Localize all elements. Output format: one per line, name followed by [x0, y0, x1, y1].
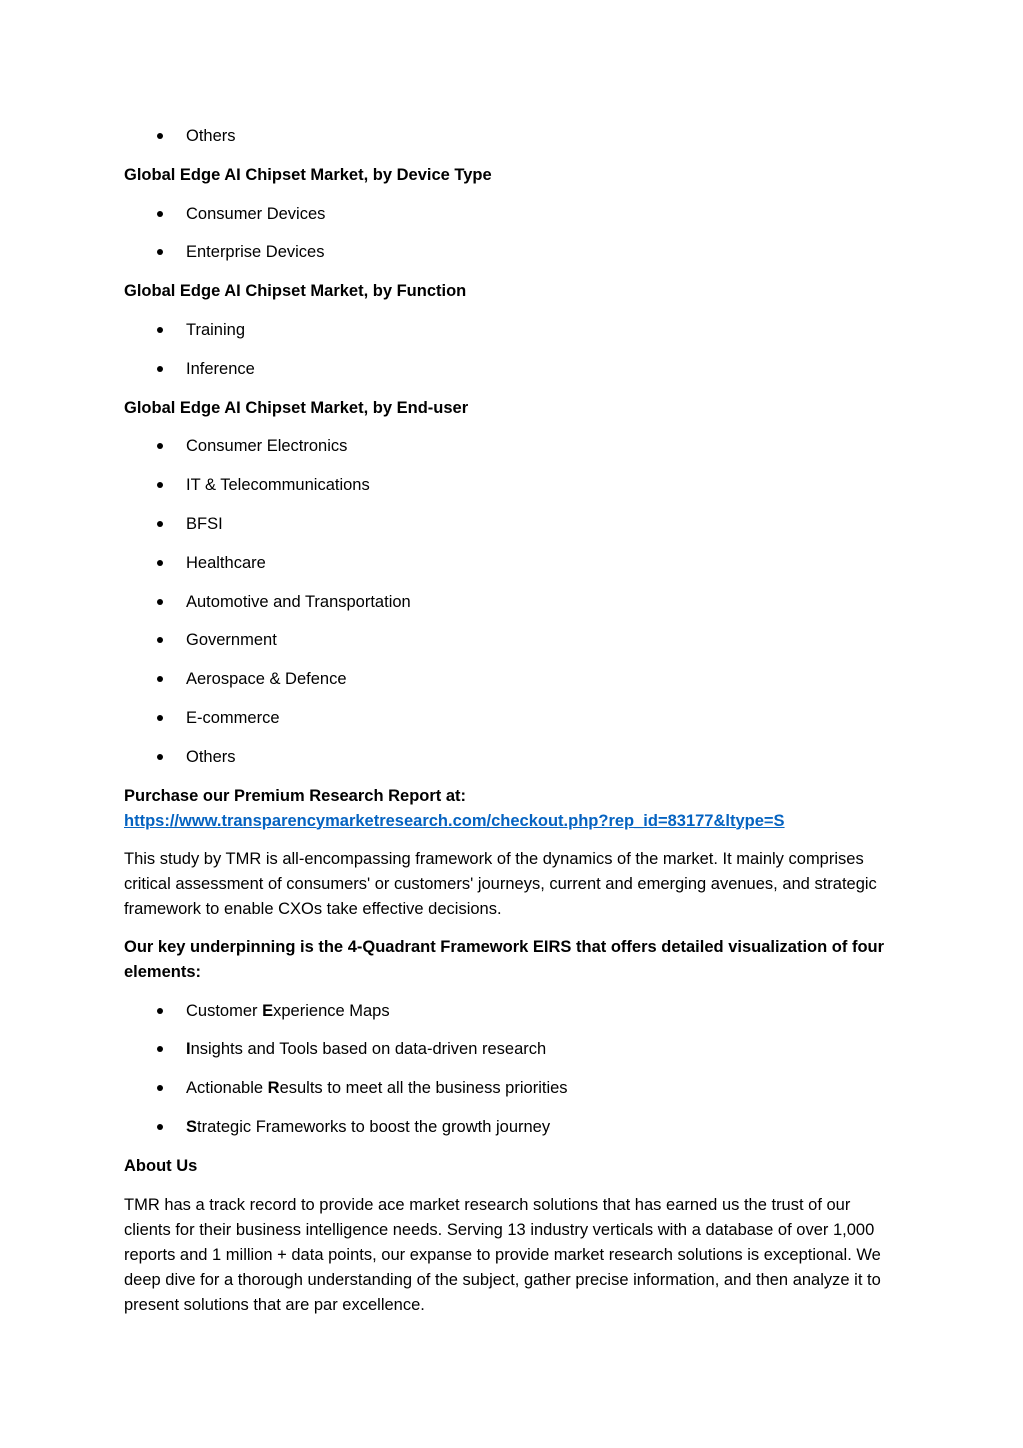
list-item-prefix: Customer	[186, 1001, 263, 1020]
bullet-icon	[157, 560, 163, 566]
bullet-icon	[157, 521, 163, 527]
list-item-label: IT & Telecommunications	[186, 476, 370, 495]
purchase-label: Purchase our Premium Research Report at:	[124, 786, 467, 805]
list-item-label: Enterprise Devices	[186, 243, 325, 262]
list-item-label: Others	[186, 127, 236, 145]
section-heading-function: Global Edge AI Chipset Market, by Function	[124, 282, 467, 301]
bullet-icon	[157, 676, 163, 682]
list-item-rest: esults to meet all the business priorities	[279, 1079, 568, 1098]
list-item	[124, 1037, 899, 1076]
list-item-label: Consumer Electronics	[186, 437, 348, 456]
list-item-prefix: Actionable	[186, 1079, 268, 1098]
list-item-label: Consumer Devices	[186, 204, 326, 223]
list-item	[124, 202, 899, 241]
list-item	[124, 434, 899, 473]
list-item-label: Others	[186, 747, 236, 766]
bullet-icon	[157, 1008, 163, 1014]
about-paragraph: TMR has a track record to provide ace market research solutions that has earned us the trust of our clients for their business intelligence needs. Serving 13 industry verticals with a database of over 1,000 reports and 1 million + data points, our expanse to provide market research solutions is exceptional. We deep dive for a thorough understanding of the subject, gather precise information, and then analyze it to present solutions that are par excellence.	[124, 1195, 881, 1314]
bullet-icon	[157, 1046, 163, 1052]
bullet-icon	[157, 1124, 163, 1130]
list-item	[124, 628, 899, 667]
list-item-initial: I	[186, 1040, 191, 1059]
list-item-label: Government	[186, 631, 277, 650]
section-heading-device-type: Global Edge AI Chipset Market, by Device Type	[124, 165, 492, 184]
list-item	[124, 1076, 899, 1115]
bullet-icon	[157, 133, 163, 139]
study-paragraph: This study by TMR is all-encompassing framework of the dynamics of the market. It mainly comprises critical assessment of consumers' or customers' journeys, current and emerging avenues, and strategic framework to enable CXOs take effective decisions.	[124, 849, 877, 918]
list-item	[124, 999, 899, 1038]
bullet-icon	[157, 366, 163, 372]
list-item	[124, 240, 899, 279]
bullet-icon	[157, 482, 163, 488]
bullet-icon	[157, 754, 163, 760]
list-item-label: BFSI	[186, 514, 223, 533]
list-item	[124, 551, 899, 590]
section-heading-end-user: Global Edge AI Chipset Market, by End-user	[124, 398, 469, 417]
bullet-icon	[157, 599, 163, 605]
list-item	[124, 706, 899, 745]
list-item	[124, 318, 899, 357]
about-heading: About Us	[124, 1156, 198, 1175]
list-item-rest: xperience Maps	[273, 1001, 390, 1020]
list-item	[124, 667, 899, 706]
list-item-initial: S	[186, 1117, 198, 1136]
bullet-icon	[157, 327, 163, 333]
list-item	[124, 590, 899, 629]
bullet-icon	[157, 443, 163, 449]
document-page	[124, 124, 899, 1318]
framework-heading: Our key underpinning is the 4-Quadrant Framework EIRS that offers detailed visualization of four elements:	[124, 937, 885, 981]
list-item-initial: R	[267, 1079, 280, 1098]
purchase-block	[124, 784, 899, 834]
bullet-icon	[157, 637, 163, 643]
bullet-icon	[157, 249, 163, 255]
list-item	[124, 124, 899, 163]
list-item-label: Healthcare	[186, 553, 266, 572]
list-item-rest: nsights and Tools based on data-driven research	[190, 1040, 547, 1059]
bullet-icon	[157, 211, 163, 217]
list-item-label: Automotive and Transportation	[186, 592, 411, 611]
list-item-rest: trategic Frameworks to boost the growth journey	[197, 1117, 551, 1136]
list-item	[124, 512, 899, 551]
list-item-initial: E	[262, 1001, 274, 1020]
list-item-label: Training	[186, 320, 245, 339]
list-item	[124, 357, 899, 396]
list-item	[124, 745, 899, 784]
list-item-label: E-commerce	[186, 708, 280, 727]
purchase-link[interactable]: https://www.transparencymarketresearch.com/checkout.php?rep_id=83177&ltype=S	[124, 811, 785, 830]
list-item-label: Aerospace & Defence	[186, 670, 347, 689]
list-item-label: Inference	[186, 359, 255, 378]
list-item	[124, 1115, 899, 1154]
list-item	[124, 473, 899, 512]
bullet-icon	[157, 715, 163, 721]
bullet-icon	[157, 1085, 163, 1091]
